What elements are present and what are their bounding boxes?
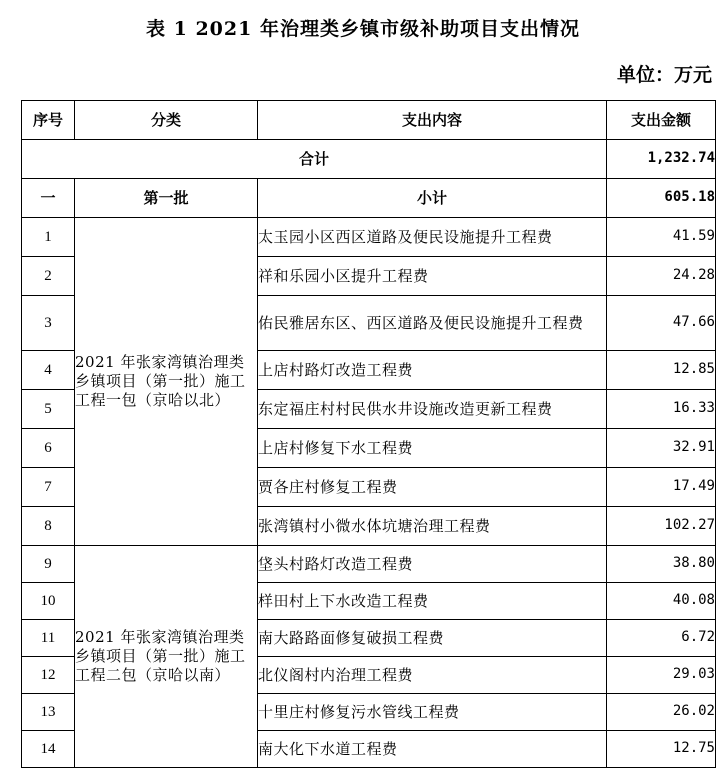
header-category: 分类 <box>75 101 258 140</box>
row-no: 14 <box>22 731 75 768</box>
row-no: 6 <box>22 429 75 468</box>
row-amount: 40.08 <box>607 583 716 620</box>
table-row <box>22 546 716 583</box>
section-row <box>22 179 716 218</box>
header-content: 支出内容 <box>258 101 607 140</box>
row-no: 1 <box>22 218 75 257</box>
row-amount: 6.72 <box>607 620 716 657</box>
row-content: 十里庄村修复污水管线工程费 <box>258 694 607 731</box>
row-content: 南大路路面修复破损工程费 <box>258 620 607 657</box>
row-amount: 102.27 <box>607 507 716 546</box>
row-content: 北仪阁村内治理工程费 <box>258 657 607 694</box>
table-title: 表 1 2021 年治理类乡镇市级补助项目支出情况 <box>146 18 580 40</box>
total-label: 合计 <box>22 140 607 179</box>
row-content: 祥和乐园小区提升工程费 <box>258 257 607 296</box>
row-content: 佑民雅居东区、西区道路及便民设施提升工程费 <box>258 296 607 351</box>
row-no: 10 <box>22 583 75 620</box>
row-no: 9 <box>22 546 75 583</box>
row-content: 上店村路灯改造工程费 <box>258 351 607 390</box>
row-amount: 47.66 <box>607 296 716 351</box>
group-category-2: 2021 年张家湾镇治理类乡镇项目（第一批）施工工程二包（京哈以南） <box>75 546 258 768</box>
row-amount: 29.03 <box>607 657 716 694</box>
row-amount: 24.28 <box>607 257 716 296</box>
row-amount: 32.91 <box>607 429 716 468</box>
row-no: 5 <box>22 390 75 429</box>
row-amount: 17.49 <box>607 468 716 507</box>
row-no: 4 <box>22 351 75 390</box>
row-no: 7 <box>22 468 75 507</box>
row-no: 3 <box>22 296 75 351</box>
row-content: 样田村上下水改造工程费 <box>258 583 607 620</box>
row-content: 贾各庄村修复工程费 <box>258 468 607 507</box>
group-category-1: 2021 年张家湾镇治理类乡镇项目（第一批）施工工程一包（京哈以北） <box>75 218 258 546</box>
expenditure-table <box>21 100 716 768</box>
row-content: 南大化下水道工程费 <box>258 731 607 768</box>
row-amount: 12.75 <box>607 731 716 768</box>
row-no: 11 <box>22 620 75 657</box>
row-no: 12 <box>22 657 75 694</box>
row-content: 垡头村路灯改造工程费 <box>258 546 607 583</box>
total-row <box>22 140 716 179</box>
row-content: 东定福庄村村民供水井设施改造更新工程费 <box>258 390 607 429</box>
row-amount: 12.85 <box>607 351 716 390</box>
row-no: 2 <box>22 257 75 296</box>
row-content: 张湾镇村小微水体坑塘治理工程费 <box>258 507 607 546</box>
header-no: 序号 <box>22 101 75 140</box>
header-row <box>22 101 716 140</box>
row-no: 8 <box>22 507 75 546</box>
section-category: 第一批 <box>75 179 258 218</box>
row-amount: 26.02 <box>607 694 716 731</box>
section-no: 一 <box>22 179 75 218</box>
row-amount: 38.80 <box>607 546 716 583</box>
row-no: 13 <box>22 694 75 731</box>
row-content: 太玉园小区西区道路及便民设施提升工程费 <box>258 218 607 257</box>
section-subtotal-label: 小计 <box>258 179 607 218</box>
row-amount: 16.33 <box>607 390 716 429</box>
total-amount: 1,232.74 <box>607 140 716 179</box>
row-amount: 41.59 <box>607 218 716 257</box>
section-subtotal-amount: 605.18 <box>607 179 716 218</box>
row-content: 上店村修复下水工程费 <box>258 429 607 468</box>
unit-label: 单位：万元 <box>616 64 712 86</box>
table-row <box>22 218 716 257</box>
header-amount: 支出金额 <box>607 101 716 140</box>
